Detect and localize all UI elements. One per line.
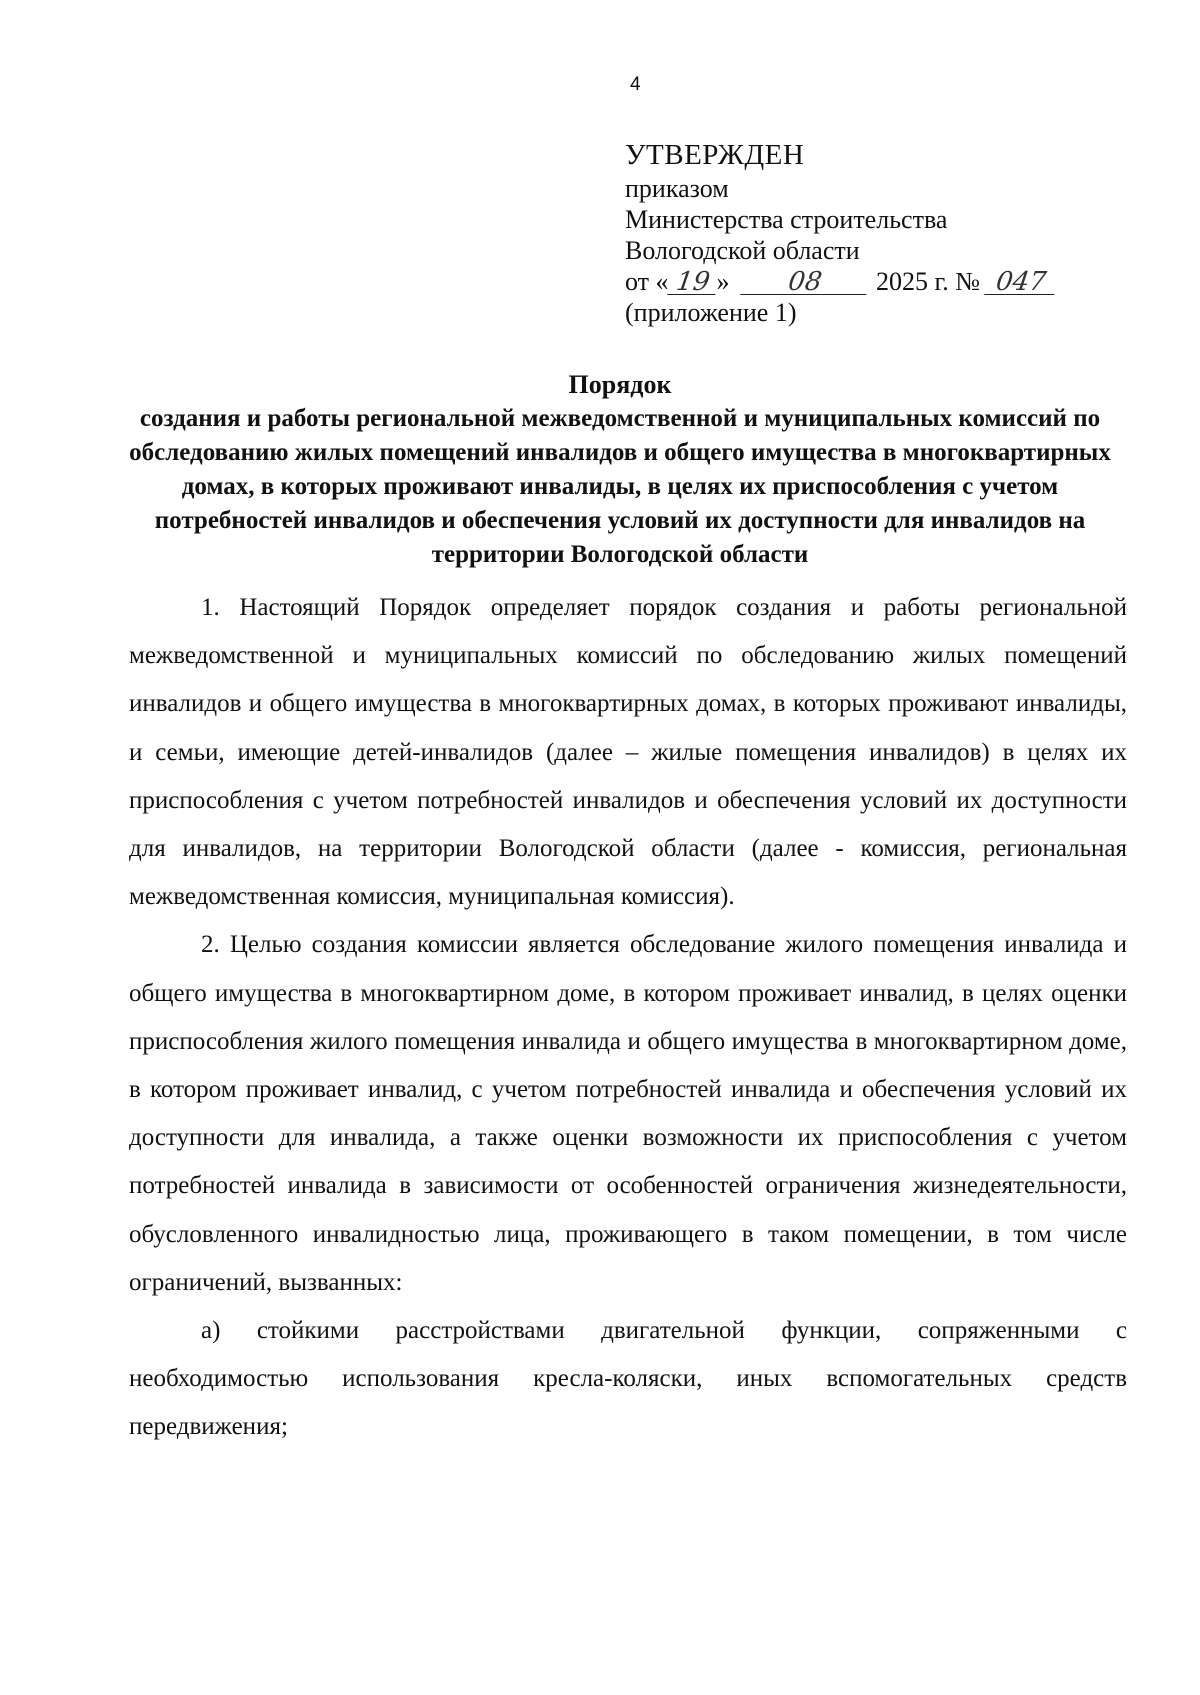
document-body (129, 584, 1127, 1452)
document-title: Порядок (568, 370, 672, 399)
paragraph-2: 2. Целью создания комиссии является обследование жилого помещения инвалида и общего имущества в многоквартирном доме, в котором проживает инвалид, в целях оценки приспособления жилого помещения инвалида и общего имущества в многоквартирном доме, в котором проживает инвалид, с учетом потребностей инвалида и обеспечения условий их доступности для инвалида, а также оценки возможности их приспособления с учетом потребностей инвалида в зависимости от особенностей ограничения жизнедеятельности, обусловленного инвалидностью лица, проживающего в таком помещении, в том числе ограничений, вызванных: (129, 931, 1127, 1296)
approval-ministry: Министерства строительства (625, 205, 948, 234)
date-mid: » (716, 267, 730, 296)
paragraph-2a: а) стойкими расстройствами двигательной функции, сопряженными с необходимостью использования кресла-коляски, иных вспомогательных средств передвижения; (129, 1317, 1127, 1441)
approval-order-label: приказом (625, 174, 729, 203)
page-number: 4 (630, 74, 641, 95)
document-title-block (110, 368, 1130, 572)
document-subtitle: создания и работы региональной межведомственной и муниципальных комиссий по обследованию жилых помещений инвалидов и общего имущества в многоквартирных домах, в которых проживают инвалиды, в целях их приспособления с учетом потребностей инвалидов и обеспечения условий их доступности для инвалидов на территории Вологодской области (129, 405, 1111, 568)
approval-date-line (625, 266, 1125, 297)
date-year: 2025 г. № (876, 267, 981, 296)
approval-stamp-block (625, 140, 1125, 328)
approval-status: УТВЕРЖДЕН (625, 139, 805, 171)
date-month-handwritten: 08 (740, 270, 870, 295)
date-prefix: от « (625, 267, 669, 296)
approval-attachment: (приложение 1) (625, 298, 797, 327)
doc-number-handwritten: 047 (984, 270, 1058, 295)
paragraph-1: 1. Настоящий Порядок определяет порядок создания и работы региональной межведомственной и муниципальных комиссий по обследованию жилых помещений инвалидов и общего имущества в многоквартирных домах, в которых проживают инвалиды, и семьи, имеющие детей-инвалидов (далее – жилые помещения инвалидов) в целях их приспособления с учетом потребностей инвалидов и обеспечения условий их доступности для инвалидов, на территории Вологодской области (далее - комиссия, региональная межведомственная комиссия, муниципальная комиссия). (129, 594, 1127, 911)
approval-region: Вологодской области (625, 236, 860, 265)
date-day-handwritten: 19 (667, 270, 719, 295)
